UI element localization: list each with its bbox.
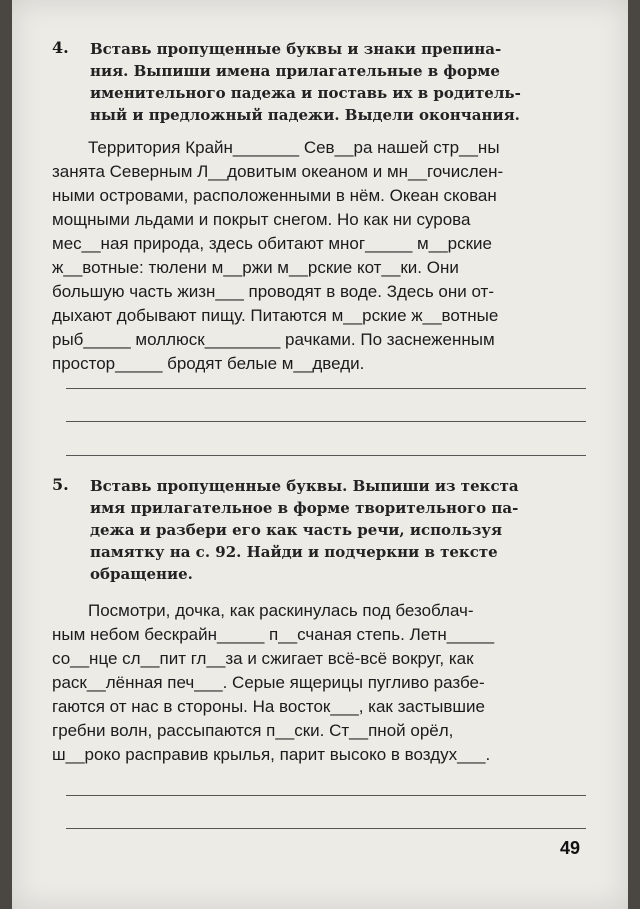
text-line: большую часть жизн___ проводят в воде. Здесь они от- [52, 282, 494, 301]
answer-line[interactable] [66, 828, 586, 829]
instruction-line: имя прилагательное в форме творительного па- [90, 499, 519, 517]
answer-line[interactable] [66, 421, 586, 422]
task-instruction [90, 475, 598, 585]
text-line: раск__лённая печ___. Серые ящерицы пугливо разбе- [52, 673, 485, 692]
instruction-line: Вставь пропущенные буквы. Выпиши из текста [90, 477, 519, 495]
instruction-line: ный и предложный падежи. Выдели окончания. [90, 106, 520, 124]
text-line: мес__ная природа, здесь обитают мног_____ м__рские [52, 234, 492, 253]
task-number: 4. [52, 38, 69, 57]
text-line: ными островами, расположенными в нём. Океан скован [52, 186, 497, 205]
task-5 [52, 475, 598, 767]
text-line: простор_____ бродят белые м__дведи. [52, 354, 365, 373]
text-line: ш__роко расправив крылья, парит высоко в воздух___. [52, 745, 491, 764]
answer-line[interactable] [66, 388, 586, 389]
workbook-page [12, 0, 628, 909]
exercise-text [52, 136, 598, 376]
text-line: мощными льдами и покрыт снегом. Но как ни сурова [52, 210, 471, 229]
text-line: со__нце сл__пит гл__за и сжигает всё-всё вокруг, как [52, 649, 474, 668]
answer-line[interactable] [66, 795, 586, 796]
text-line: рыб_____ моллюск________ рачками. По заснеженным [52, 330, 495, 349]
answer-line[interactable] [66, 455, 586, 456]
text-line: Территория Крайн_______ Сев__ра нашей стр__ны [88, 138, 500, 157]
task-4 [52, 38, 598, 376]
text-line: Посмотри, дочка, как раскинулась под безоблач- [88, 601, 474, 620]
page-number: 49 [559, 838, 580, 858]
instruction-line: обращение. [90, 565, 193, 583]
text-line: занята Северным Л__довитым океаном и мн__гочислен- [52, 162, 504, 181]
instruction-line: именительного падежа и поставь их в родитель- [90, 84, 521, 102]
instruction-line: памятку на с. 92. Найди и подчеркни в тексте [90, 543, 498, 561]
text-line: дыхают добывают пищу. Питаются м__рские ж__вотные [52, 306, 499, 325]
text-line: гребни волн, рассыпаются п__ски. Ст__пной орёл, [52, 721, 454, 740]
instruction-line: Вставь пропущенные буквы и знаки препина- [90, 40, 502, 58]
text-line: гаются от нас в стороны. На восток___, как застывшие [52, 697, 485, 716]
task-number: 5. [52, 475, 69, 494]
exercise-text [52, 599, 598, 767]
text-line: ным небом бескрайн_____ п__счаная степь. Летн_____ [52, 625, 495, 644]
instruction-line: ния. Выпиши имена прилагательные в форме [90, 62, 500, 80]
text-line: ж__вотные: тюлени м__ржи м__рские кот__ки. Они [52, 258, 459, 277]
instruction-line: дежа и разбери его как часть речи, используя [90, 521, 503, 539]
task-instruction [90, 38, 598, 126]
